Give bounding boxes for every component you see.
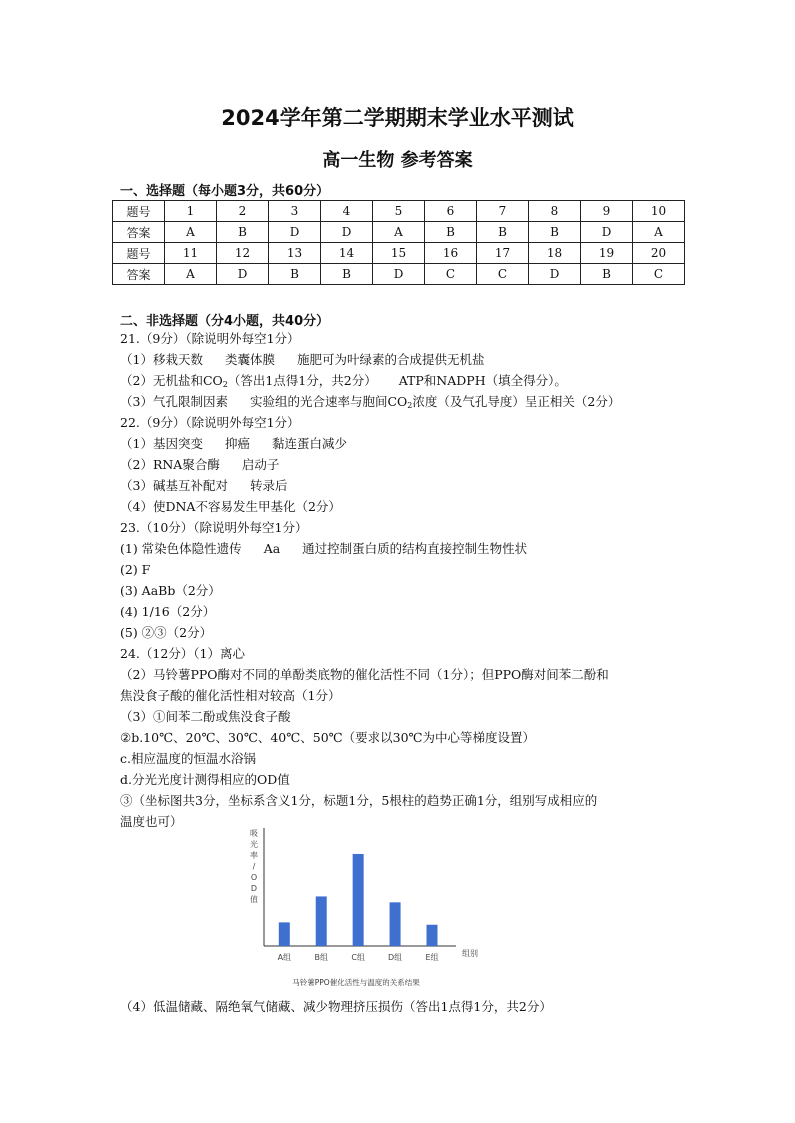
answer-text: （答出1点得1分，共2分） — [227, 373, 377, 388]
q24-line7b: 温度也可） — [120, 814, 183, 829]
table-cell: B — [529, 222, 581, 243]
answer-text: 浓度（及气孔导度）呈正相关（2分） — [412, 394, 621, 409]
answer-text: 启动子 — [241, 457, 280, 472]
table-cell: 19 — [581, 243, 633, 264]
table-cell: D — [373, 264, 425, 285]
answer-text: Aa — [263, 541, 281, 556]
answer-text: 通过控制蛋白质的结构直接控制生物性状 — [302, 541, 528, 556]
table-cell: B — [321, 264, 373, 285]
answer-text: （3）碱基互补配对 — [120, 478, 228, 493]
chart-bar — [390, 902, 401, 946]
q23-line2: (2) F — [120, 562, 151, 577]
answer-text: 黏连蛋白减少 — [271, 436, 347, 451]
table-cell: A — [633, 222, 685, 243]
page-subtitle: 高一生物 参考答案 — [322, 150, 473, 171]
q24-line2a: （2）马铃薯PPO酶对不同的单酚类底物的催化活性不同（1分）；但PPO酶对间苯二酚和 — [120, 667, 609, 682]
page-title: 2024学年第二学期期末学业水平测试 — [221, 106, 574, 130]
answer-text: （3）气孔限制因素 — [120, 394, 228, 409]
table-cell: 17 — [477, 243, 529, 264]
q23-line1 — [120, 540, 527, 558]
q21-header: 21.（9分）（除说明外每空1分） — [120, 331, 300, 346]
table-row — [113, 243, 685, 264]
table-cell: 题号 — [113, 201, 165, 222]
table-cell: 7 — [477, 201, 529, 222]
chart-bar — [279, 922, 290, 946]
table-cell: 5 — [373, 201, 425, 222]
x-tick-label: A组 — [277, 953, 292, 962]
table-row — [113, 264, 685, 285]
table-cell: 12 — [217, 243, 269, 264]
x-tick-label: B组 — [314, 953, 328, 962]
table-cell: A — [373, 222, 425, 243]
table-cell: 1 — [165, 201, 217, 222]
answer-text: （2）RNA聚合酶 — [120, 457, 220, 472]
q24-line6: d.分光光度计测得相应的OD值 — [120, 772, 290, 787]
table-cell: D — [269, 222, 321, 243]
answer-text: （1）移栽天数 — [120, 352, 203, 367]
q21-line1 — [120, 351, 485, 369]
table-cell: 2 — [217, 201, 269, 222]
table-cell: B — [217, 222, 269, 243]
q22-line3 — [120, 477, 287, 495]
chart-bar — [427, 925, 438, 946]
table-cell: 3 — [269, 201, 321, 222]
table-cell: 答案 — [113, 264, 165, 285]
table-cell: 15 — [373, 243, 425, 264]
table-cell: 13 — [269, 243, 321, 264]
table-row — [113, 222, 685, 243]
answer-text: (1) 常染色体隐性遗传 — [120, 541, 242, 556]
table-cell: D — [529, 264, 581, 285]
table-cell: A — [165, 264, 217, 285]
q22-line4: （4）使DNA不容易发生甲基化（2分） — [120, 499, 341, 514]
q23-header: 23.（10分）（除说明外每空1分） — [120, 520, 308, 535]
q24-line2b: 焦没食子酸的催化活性相对较高（1分） — [120, 688, 341, 703]
answer-text: 类囊体膜 — [224, 352, 275, 367]
x-tick-label: C组 — [351, 953, 365, 962]
table-cell: 4 — [321, 201, 373, 222]
section2-heading: 二、非选择题（分4小题，共40分） — [120, 314, 330, 329]
table-cell: B — [581, 264, 633, 285]
q21-line3 — [120, 393, 620, 415]
table-cell: 14 — [321, 243, 373, 264]
table-cell: C — [425, 264, 477, 285]
q22-line2 — [120, 456, 279, 474]
table-cell: 6 — [425, 201, 477, 222]
x-tick-label: E组 — [425, 953, 439, 962]
answer-text: （2）无机盐和CO — [120, 373, 223, 388]
q23-line4: (4) 1/16（2分） — [120, 604, 216, 619]
table-cell: B — [477, 222, 529, 243]
q21-line2 — [120, 372, 567, 394]
table-cell: B — [425, 222, 477, 243]
table-cell: C — [633, 264, 685, 285]
q24-header: 24.（12分）（1）离心 — [120, 646, 245, 661]
table-cell: 16 — [425, 243, 477, 264]
answer-table — [112, 200, 685, 285]
q22-line1 — [120, 435, 347, 453]
table-cell: D — [581, 222, 633, 243]
answer-text: ATP和NADPH（填全得分）。 — [398, 373, 567, 388]
q23-line5: (5) ②③（2分） — [120, 625, 213, 640]
subscript: 2 — [222, 380, 228, 389]
chart-title: 马铃薯PPO催化活性与温度的关系结果 — [292, 978, 420, 987]
table-cell: C — [477, 264, 529, 285]
table-cell: 11 — [165, 243, 217, 264]
chart-bar — [353, 854, 364, 946]
table-cell: 8 — [529, 201, 581, 222]
table-cell: D — [217, 264, 269, 285]
subscript: 2 — [407, 401, 413, 410]
ppo-temperature-bar-chart — [236, 818, 476, 994]
table-cell: 18 — [529, 243, 581, 264]
answer-text: 抑癌 — [224, 436, 250, 451]
x-axis-label: 组别 — [462, 949, 478, 958]
section1-heading: 一、选择题（每小题3分，共60分） — [120, 184, 330, 199]
table-cell: D — [321, 222, 373, 243]
y-axis-label: 吸光率/ O D 值 — [250, 829, 258, 904]
q24-line4: ②b.10℃、20℃、30℃、40℃、50℃（要求以30℃为中心等梯度设置） — [120, 730, 536, 745]
x-tick-label: D组 — [387, 953, 403, 962]
answer-text: （1）基因突变 — [120, 436, 203, 451]
q24-line5: c.相应温度的恒温水浴锅 — [120, 751, 256, 766]
table-cell: 题号 — [113, 243, 165, 264]
table-cell: 9 — [581, 201, 633, 222]
q24-line8: （4）低温储藏、隔绝氧气储藏、减少物理挤压损伤（答出1点得1分，共2分） — [120, 999, 552, 1014]
table-cell: B — [269, 264, 321, 285]
table-cell: 20 — [633, 243, 685, 264]
table-cell: 10 — [633, 201, 685, 222]
table-row — [113, 201, 685, 222]
q22-header: 22.（9分）（除说明外每空1分） — [120, 415, 300, 430]
answer-text: 实验组的光合速率与胞间CO — [249, 394, 408, 409]
table-cell: 答案 — [113, 222, 165, 243]
chart-bar — [316, 896, 327, 946]
q23-line3: (3) AaBb（2分） — [120, 583, 221, 598]
table-cell: A — [165, 222, 217, 243]
answer-text: 施肥可为叶绿素的合成提供无机盐 — [296, 352, 485, 367]
answer-text: 转录后 — [249, 478, 288, 493]
q24-line3: （3）①间苯二酚或焦没食子酸 — [120, 709, 291, 724]
q24-line7a: ③（坐标图共3分，坐标系含义1分，标题1分，5根柱的趋势正确1分，组别写成相应的 — [120, 793, 598, 808]
